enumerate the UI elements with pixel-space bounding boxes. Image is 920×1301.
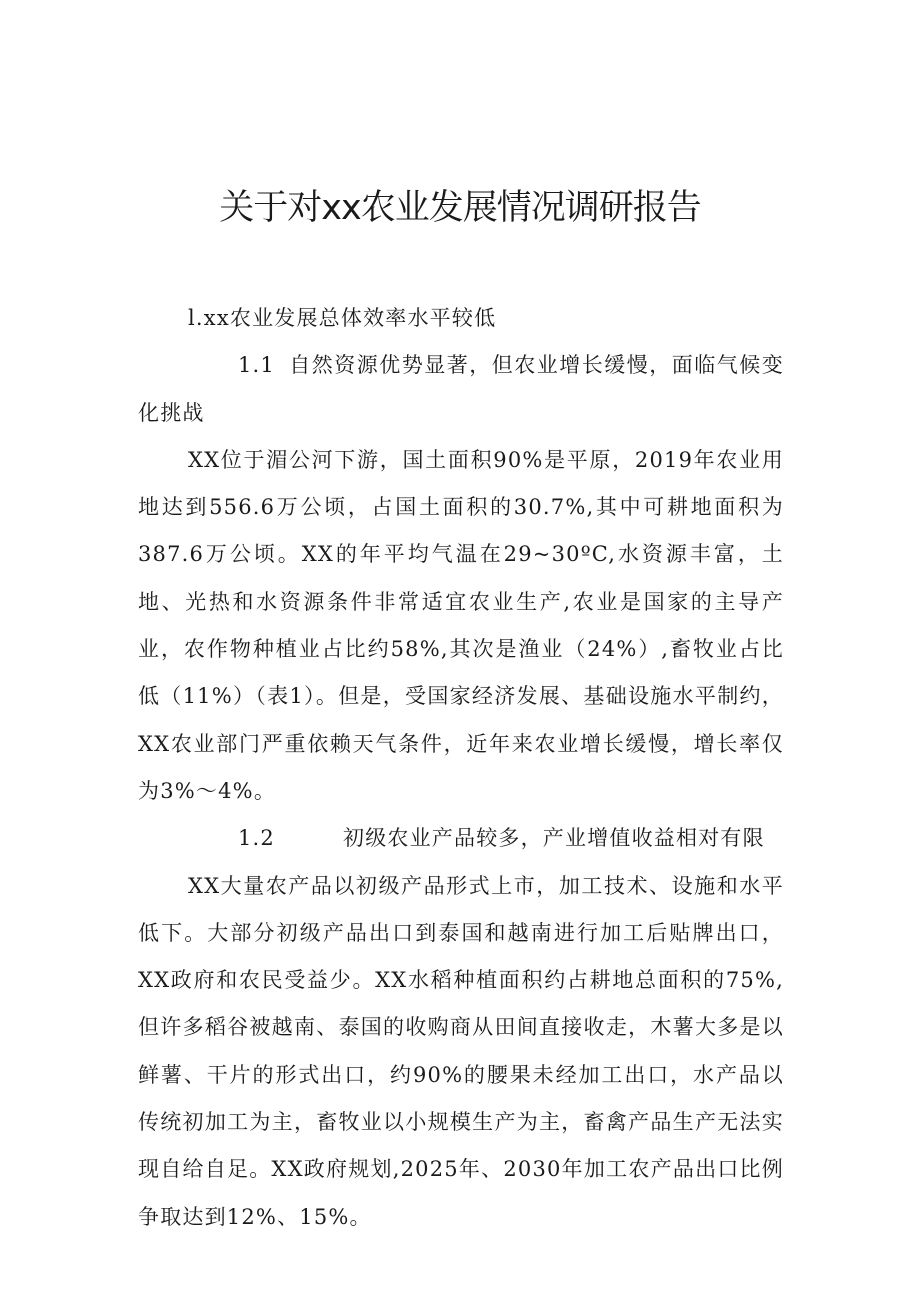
- section-1-heading: l.xx农业发展总体效率水平较低: [188, 306, 497, 330]
- section-1-1-number: 1.1: [238, 353, 275, 378]
- section-1-1-heading: [138, 342, 784, 437]
- document-body: [138, 295, 784, 1241]
- section-1-2-number: 1.2: [238, 826, 275, 851]
- section-1-1-paragraph: XX位于湄公河下游，国土面积90%是平原，2019年农业用地达到556.6万公顷，占国土面积的30.7%,其中可耕地面积为387.6万公顷。XX的年平均气温在29~30ºC,水资源丰富，土地、光热和水资源条件非常适宜农业生产,农业是国家的主导产业，农作物种植业占比约58%,其次是渔业（24%）,畜牧业占比低（11%）（表1）。但是，受国家经济发展、基础设施水平制约，XX农业部门严重依赖天气条件，近年来农业增长缓慢，增长率仅为3%～4%。: [138, 447, 784, 803]
- document-title: 关于对xx农业发展情况调研报告: [219, 188, 701, 228]
- section-1-2-heading-text: 初级农业产品较多，产业增值收益相对有限: [343, 826, 765, 851]
- section-1-2-paragraph: XX大量农产品以初级产品形式上市，加工技术、设施和水平低下。大部分初级产品出口到泰国和越南进行加工后贴牌出口，XX政府和农民受益少。XX水稻种植面积约占耕地总面积的75%,但许多稻谷被越南、泰国的收购商从田间直接收走，木薯大多是以鲜薯、干片的形式出口，约90%的腰果未经加工出口，水产品以传统初加工为主，畜牧业以小规模生产为主，畜禽产品生产无法实现自给自足。XX政府规划,2025年、2030年加工农产品出口比例争取达到12%、15%。: [138, 873, 784, 1229]
- section-1-1-heading-text: 自然资源优势显著，但农业增长缓慢，面临气候变化挑战: [138, 353, 784, 425]
- section-1-2-heading: [138, 815, 784, 862]
